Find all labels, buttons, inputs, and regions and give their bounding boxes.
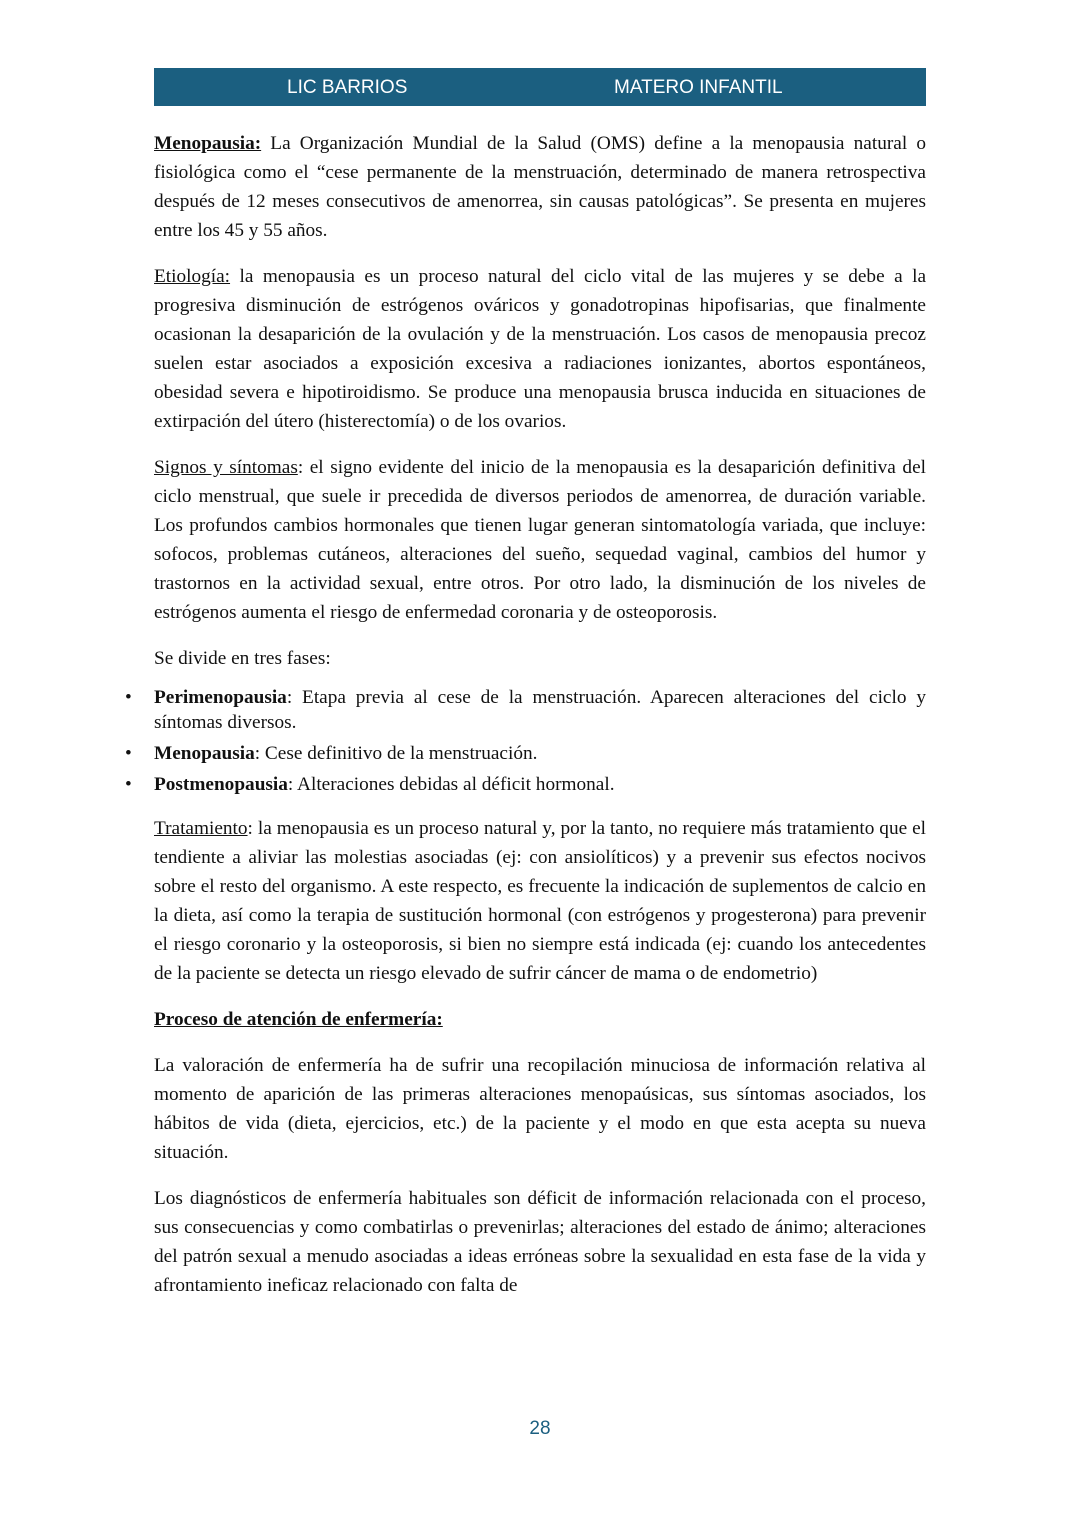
page-number: 28: [529, 1418, 551, 1439]
term-label: Signos y síntomas: [154, 457, 298, 478]
paragraph-etiologia: [154, 262, 926, 436]
paragraph-diagnosticos: Los diagnósticos de enfermería habituales son déficit de información relacionada con el proceso, sus consecuencias y como combatirlas o prevenirlas; alteraciones del estado de ánimo; alteraciones del patrón sexual a menudo asociadas a ideas erróneas sobre la sexualidad en esta fase de la vida y afrontamiento ineficaz relacionado con falta de: [154, 1188, 926, 1296]
heading-text: Proceso de atención de enfermería:: [154, 1009, 443, 1030]
document-body: [154, 129, 926, 1317]
paragraph-tratamiento: [154, 814, 926, 988]
paragraph-valoracion: La valoración de enfermería ha de sufrir una recopilación minuciosa de información relativa al momento de aparición de las primeras alteraciones menopaúsicas, sus síntomas asociados, los hábitos de vida (dieta, ejercicios, etc.) de la paciente y el modo en que esta acepta su nueva situación.: [154, 1055, 926, 1163]
term-label: Menopausia:: [154, 133, 262, 154]
term-label: Tratamiento: [154, 818, 248, 839]
paragraph-text: La Organización Mundial de la Salud (OMS) define a la menopausia natural o fisiológica como el “cese permanente de la menstruación, determinado de manera retrospectiva después de 12 meses consecutivos de amenorrea, sin causas patológicas”. Se presenta en mujeres entre los 45 y 55 años.: [154, 133, 926, 241]
section-heading: [154, 1005, 926, 1034]
list-item: [154, 741, 926, 766]
phase-term: Perimenopausia: [154, 687, 287, 708]
list-item: [154, 772, 926, 797]
phase-text: : Alteraciones debidas al déficit hormonal.: [287, 774, 615, 795]
header-subject: MATERO INFANTIL: [614, 77, 783, 98]
phase-term: Menopausia: [154, 743, 255, 764]
phase-text: : Cese definitivo de la menstruación.: [254, 743, 538, 764]
paragraph-fases-intro: Se divide en tres fases:: [154, 648, 331, 669]
paragraph-text: : la menopausia es un proceso natural y, por la tanto, no requiere más tratamiento que el tendiente a aliviar las molestias asociadas (ej: con ansiolíticos) y a prevenir sus efectos nocivos sobre el resto del organismo. A este respecto, es frecuente la indicación de suplementos de calcio en la dieta, así como la terapia de sustitución hormonal (con estrógenos y progesterona) para prevenir el riesgo coronario y la osteoporosis, si bien no siempre está indicada (ej: cuando los antecedentes de la paciente se detecta un riesgo elevado de sufrir cáncer de mama o de endometrio): [154, 818, 926, 984]
phase-term: Postmenopausia: [154, 774, 288, 795]
paragraph-text: la menopausia es un proceso natural del ciclo vital de las mujeres y se debe a la progresiva disminución de estrógenos ováricos y gonadotropinas hipofisarias, que finalmente ocasionan la desaparición de la ovulación y de la menstruación. Los casos de menopausia precoz suelen estar asociados a exposición excesiva a radiaciones ionizantes, abortos espontáneos, obesidad severa e hipotiroidismo. Se produce una menopausia brusca inducida en situaciones de extirpación del útero (histerectomía) o de los ovarios.: [154, 266, 926, 432]
paragraph-text: : el signo evidente del inicio de la menopausia es la desaparición definitiva del ciclo menstrual, que suele ir precedida de diversos periodos de amenorrea, de duración variable. Los profundos cambios hormonales que tienen lugar generan sintomatología variada, que incluye: sofocos, problemas cutáneos, alteraciones del sueño, sequedad vaginal, cambios del humor y trastornos en la actividad sexual, entre otros. Por otro lado, la disminución de los niveles de estrógenos aumenta el riesgo de enfermedad coronaria y de osteoporosis.: [154, 457, 926, 623]
header-author: LIC BARRIOS: [287, 77, 408, 98]
page-header: [154, 68, 926, 106]
phase-text: : Etapa previa al cese de la menstruación. Aparecen alteraciones del ciclo y síntomas diversos.: [154, 687, 926, 733]
term-label: Etiología:: [154, 266, 231, 287]
phases-list: [154, 685, 926, 797]
paragraph-signos: [154, 453, 926, 627]
list-item: [154, 685, 926, 735]
paragraph-menopausia: [154, 129, 926, 245]
